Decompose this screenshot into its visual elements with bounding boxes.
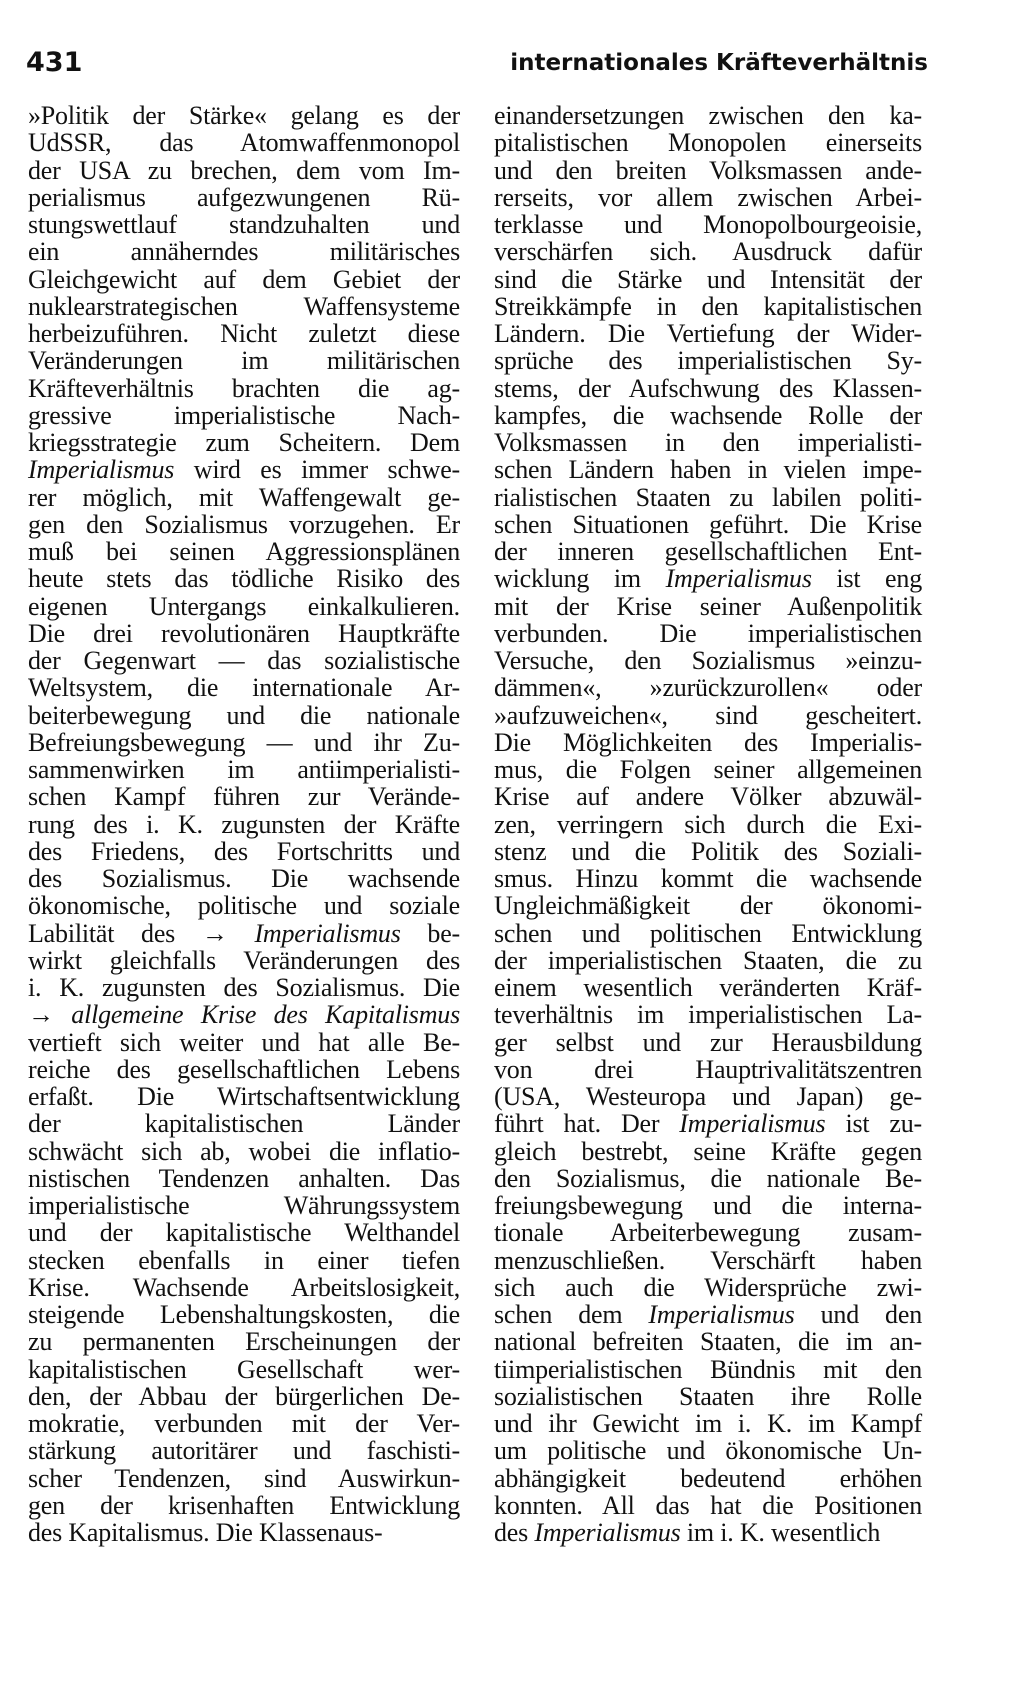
text-line: freiungsbewegung und die interna- [494, 1191, 922, 1220]
text-line: rung des i. K. zugunsten der Kräfte [28, 809, 460, 839]
text-line: des Friedens, des Fortschritts und [28, 836, 460, 866]
text-line: den Sozialismus, die nationale Be- [494, 1163, 922, 1193]
text-line: schen Ländern haben in vielen impe- [494, 455, 922, 485]
text-line: der USA zu brechen, dem vom Im- [28, 155, 460, 185]
text-line: teverhältnis im imperialistischen La- [494, 1000, 922, 1030]
text-line: zu permanenten Erscheinungen der [28, 1327, 460, 1357]
text-line: stenz und die Politik des Soziali- [494, 836, 922, 866]
text-line: wirkt gleichfalls Veränderungen des [28, 945, 460, 975]
cross-reference-link[interactable]: Imperialismus [534, 1518, 681, 1547]
text-line: sozialistischen Staaten ihre Rolle [494, 1381, 922, 1411]
text-line: scher Tendenzen, sind Auswirkun- [28, 1463, 460, 1493]
text-line: gleich bestrebt, seine Kräfte gegen [494, 1136, 922, 1166]
text-line: schwächt sich ab, wobei die inflatio- [28, 1136, 460, 1166]
text-line: Krise. Wachsende Arbeitslosigkeit, [28, 1272, 460, 1302]
text-line: abhängigkeit bedeutend erhöhen [494, 1463, 922, 1493]
text-line: des Kapitalismus. Die Klassenaus- [28, 1518, 383, 1547]
text-line: Kräfteverhältnis brachten die ag- [28, 373, 460, 403]
cross-reference-link[interactable]: Imperialismus [254, 918, 401, 948]
text-line: schen dem Imperialismus und den [494, 1300, 922, 1329]
text-line: UdSSR, das Atomwaffenmonopol [28, 128, 460, 158]
text-line: terklasse und Monopolbourgeoisie, [494, 210, 922, 239]
text-line: gressive imperialistische Nach- [28, 400, 460, 430]
text-line: Weltsystem, die internationale Ar- [28, 673, 460, 703]
left-text-column [28, 102, 460, 1546]
text-line: nuklearstrategischen Waffensysteme [28, 291, 460, 321]
text-line: herbeizuführen. Nicht zuletzt diese [28, 319, 460, 348]
page-header [0, 46, 1024, 86]
text-line: um politische und ökonomische Un- [494, 1436, 922, 1466]
text-line: verbunden. Die imperialistischen [494, 618, 922, 648]
text-line: dämmen«, »zurückzurollen« oder [494, 673, 922, 703]
text-line: gen der krisenhaften Entwicklung [28, 1490, 460, 1520]
text-line: zen, verringern sich durch die Exi- [494, 809, 922, 839]
text-line: (USA, Westeuropa und Japan) ge- [494, 1082, 922, 1111]
text-line: »aufzuweichen«, sind gescheitert. [494, 700, 922, 730]
text-line: des Imperialismus im i. K. wesentlich [494, 1518, 881, 1547]
text-line: Krise auf andere Völker abzuwäl- [494, 782, 922, 812]
text-line: schen Kampf führen zur Verände- [28, 782, 460, 812]
cross-reference-link[interactable]: allgemeine Krise des Kapitalismus [71, 1000, 461, 1030]
text-line: Veränderungen im militärischen [28, 346, 460, 376]
text-line: ein annäherndes militärisches [28, 237, 460, 267]
text-line: steigende Lebenshaltungskosten, die [28, 1300, 460, 1329]
text-line: i. K. zugunsten des Sozialismus. Die [28, 973, 460, 1002]
text-line: schen Situationen geführt. Die Krise [494, 509, 922, 539]
text-line: Volksmassen in den imperialisti- [494, 428, 922, 457]
text-line: sich auch die Widersprüche zwi- [494, 1272, 922, 1302]
text-line: kampfes, die wachsende Rolle der [494, 400, 922, 430]
text-line: den, der Abbau der bürgerlichen De- [28, 1381, 460, 1411]
text-line: menzuschließen. Verschärft haben [494, 1245, 922, 1275]
text-line: pitalistischen Monopolen einerseits [494, 128, 922, 158]
text-line: und den breiten Volksmassen ande- [494, 155, 922, 185]
text-line: der inneren gesellschaftlichen Ent- [494, 537, 922, 566]
text-line: Ländern. Die Vertiefung der Wider- [494, 319, 922, 348]
text-line: sammenwirken im antiimperialisti- [28, 755, 460, 784]
text-line: reiche des gesellschaftlichen Lebens [28, 1054, 460, 1084]
text-line: beiterbewegung und die nationale [28, 700, 460, 730]
text-line: national befreiten Staaten, die im an- [494, 1327, 922, 1357]
text-line: imperialistische Währungssystem [28, 1191, 460, 1220]
text-line: erfaßt. Die Wirtschaftsentwicklung [28, 1082, 460, 1111]
page-number: 431 [26, 47, 83, 78]
text-line: perialismus aufgezwungenen Rü- [28, 182, 460, 212]
text-line: mus, die Folgen seiner allgemeinen [494, 755, 922, 784]
text-line: verschärfen sich. Ausdruck dafür [494, 237, 922, 267]
text-line: und ihr Gewicht im i. K. im Kampf [494, 1409, 922, 1438]
text-line: → allgemeine Krise des Kapitalismus [28, 1000, 461, 1030]
text-line: stärkung autoritärer und faschisti- [28, 1436, 460, 1466]
text-line: einem wesentlich veränderten Kräf- [494, 973, 922, 1002]
text-line: Die Möglichkeiten des Imperialis- [494, 727, 922, 757]
text-line: konnten. All das hat die Positionen [494, 1490, 922, 1520]
text-line: kriegsstrategie zum Scheitern. Dem [28, 428, 460, 457]
cross-reference-link[interactable]: Imperialismus [648, 1300, 795, 1329]
text-line: Die drei revolutionären Hauptkräfte [28, 618, 460, 648]
text-line: der imperialistischen Staaten, die zu [494, 945, 922, 975]
text-line: Befreiungsbewegung — und ihr Zu- [28, 727, 460, 757]
text-line: wicklung im Imperialismus ist eng [494, 564, 922, 594]
text-line: stecken ebenfalls in einer tiefen [28, 1245, 460, 1275]
text-line: mokratie, verbunden mit der Ver- [28, 1409, 460, 1438]
text-line: des Sozialismus. Die wachsende [28, 864, 460, 893]
cross-reference-link[interactable]: Imperialismus [665, 564, 812, 594]
text-line: und der kapitalistische Welthandel [28, 1218, 460, 1248]
text-line: rialistischen Staaten zu labilen politi- [494, 482, 922, 512]
text-line: Ungleichmäßigkeit der ökonomi- [494, 891, 922, 921]
text-line: Labilität des → Imperialismus be- [28, 918, 460, 948]
cross-reference-link[interactable]: Imperialismus [28, 455, 175, 485]
text-line: rer möglich, mit Waffengewalt ge- [28, 482, 460, 512]
text-line: tionale Arbeiterbewegung zusam- [494, 1218, 922, 1248]
text-line: vertieft sich weiter und hat alle Be- [28, 1027, 460, 1057]
text-line: nistischen Tendenzen anhalten. Das [28, 1163, 460, 1193]
text-line: muß bei seinen Aggressionsplänen [28, 537, 460, 566]
text-line: rerseits, vor allem zwischen Arbei- [494, 182, 922, 212]
text-line: der Gegenwart — das sozialistische [28, 646, 460, 675]
text-line: gen den Sozialismus vorzugehen. Er [28, 509, 460, 539]
text-line: schen und politischen Entwicklung [494, 918, 922, 948]
running-head: internationales Kräfteverhältnis [510, 50, 928, 76]
text-line: von drei Hauptrivalitätszentren [494, 1054, 922, 1084]
text-line: heute stets das tödliche Risiko des [28, 564, 460, 594]
text-line: smus. Hinzu kommt die wachsende [494, 864, 922, 893]
text-line: stungswettlauf standzuhalten und [28, 210, 460, 239]
cross-reference-link[interactable]: Imperialismus [679, 1109, 826, 1139]
text-line: einandersetzungen zwischen den ka- [494, 101, 922, 130]
text-line: mit der Krise seiner Außenpolitik [494, 591, 922, 621]
text-line: tiimperialistischen Bündnis mit den [494, 1354, 922, 1384]
text-line: führt hat. Der Imperialismus ist zu- [494, 1109, 922, 1139]
text-line: eigenen Untergangs einkalkulieren. [28, 591, 460, 621]
text-line: ger selbst und zur Herausbildung [494, 1027, 922, 1057]
text-line: ökonomische, politische und soziale [28, 891, 460, 921]
text-line: sprüche des imperialistischen Sy- [494, 346, 922, 376]
text-line: sind die Stärke und Intensität der [494, 264, 922, 294]
text-line: der kapitalistischen Länder [28, 1109, 460, 1139]
right-text-column [494, 102, 922, 1546]
text-line: »Politik der Stärke« gelang es der [28, 101, 460, 130]
text-line: Imperialismus wird es immer schwe- [28, 455, 460, 485]
text-line: stems, der Aufschwung des Klassen- [494, 373, 922, 403]
text-line: Versuche, den Sozialismus »einzu- [494, 646, 922, 675]
text-line: Streikkämpfe in den kapitalistischen [494, 291, 922, 321]
text-line: Gleichgewicht auf dem Gebiet der [28, 264, 460, 294]
text-line: kapitalistischen Gesellschaft wer- [28, 1354, 460, 1384]
